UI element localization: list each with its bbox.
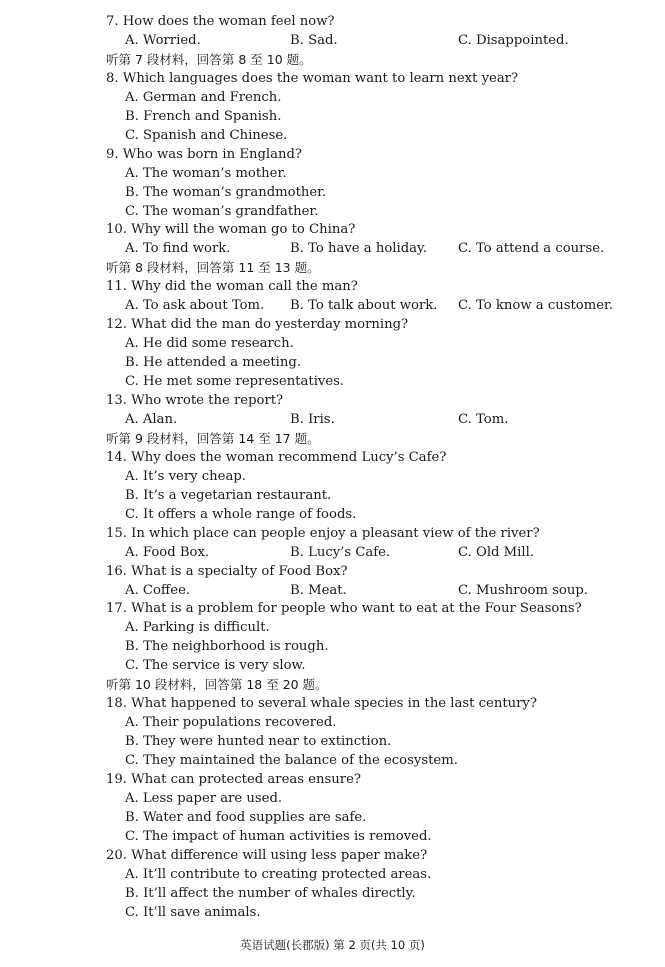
answer-option: C. It offers a whole range of foods. — [125, 506, 357, 522]
answer-option: C. Disappointed. — [458, 32, 569, 48]
answer-option: C. The woman’s grandfather. — [125, 203, 319, 219]
answer-option: A. It’s very cheap. — [125, 468, 246, 484]
answer-option: A. To find work. — [125, 241, 231, 257]
question-text: 12. What did the man do yesterday morning? — [106, 317, 409, 333]
answer-option: B. Water and food supplies are safe. — [125, 809, 367, 825]
answer-option: A. To ask about Tom. — [125, 298, 265, 314]
page-footer: 英语试题(长郡版) 第 2 页(共 10 页) — [240, 938, 425, 952]
answer-option: B. Meat. — [290, 582, 347, 598]
answer-option: C. The service is very slow. — [125, 658, 306, 674]
answer-option: B. It’s a vegetarian restaurant. — [125, 487, 332, 503]
answer-option: C. To attend a course. — [458, 241, 605, 257]
answer-option: A. Food Box. — [125, 544, 210, 560]
answer-option: A. It’ll contribute to creating protected areas. — [125, 866, 432, 882]
answer-option: C. Mushroom soup. — [458, 582, 588, 598]
question-text: 15. In which place can people enjoy a pleasant view of the river? — [106, 525, 540, 541]
answer-option: B. The woman’s grandmother. — [125, 184, 327, 200]
answer-option: B. He attended a meeting. — [125, 355, 302, 371]
question-text: 11. Why did the woman call the man? — [106, 279, 358, 295]
question-text: 14. Why does the woman recommend Lucy’s Cafe? — [106, 449, 447, 465]
answer-option: B. The neighborhood is rough. — [125, 639, 329, 655]
answer-option: B. Iris. — [290, 411, 335, 427]
answer-option: A. German and French. — [125, 89, 282, 105]
question-text: 17. What is a problem for people who want to eat at the Four Seasons? — [106, 601, 582, 617]
section-instruction: 听第 7 段材料，回答第 8 至 10 题。 — [106, 51, 312, 67]
question-text: 20. What difference will using less paper make? — [106, 847, 428, 863]
question-text: 18. What happened to several whale species in the last century? — [106, 696, 537, 712]
answer-option: B. It’ll affect the number of whales directly. — [125, 885, 416, 901]
question-text: 10. Why will the woman go to China? — [106, 222, 356, 238]
answer-option: C. The impact of human activities is removed. — [125, 828, 432, 844]
answer-option: B. French and Spanish. — [125, 108, 282, 124]
answer-option: A. Alan. — [125, 411, 178, 427]
answer-option: C. It’ll save animals. — [125, 904, 261, 920]
answer-option: C. To know a customer. — [458, 298, 614, 314]
answer-option: C. Tom. — [458, 411, 509, 427]
question-text: 16. What is a specialty of Food Box? — [106, 563, 348, 579]
section-instruction: 听第 10 段材料，回答第 18 至 20 题。 — [106, 677, 328, 693]
answer-option: A. Coffee. — [125, 582, 191, 598]
question-text: 9. Who was born in England? — [106, 146, 302, 162]
answer-option: A. The woman’s mother. — [125, 165, 287, 181]
answer-option: B. To have a holiday. — [290, 241, 427, 257]
answer-option: A. Parking is difficult. — [125, 620, 270, 636]
answer-option: B. They were hunted near to extinction. — [125, 734, 392, 750]
section-instruction: 听第 8 段材料，回答第 11 至 13 题。 — [106, 260, 320, 276]
question-text: 19. What can protected areas ensure? — [106, 772, 361, 787]
answer-option: C. Old Mill. — [458, 544, 535, 560]
answer-option: A. Less paper are used. — [125, 790, 283, 806]
question-text: 13. Who wrote the report? — [106, 393, 284, 408]
answer-option: A. He did some research. — [125, 336, 294, 352]
answer-option: B. Lucy’s Cafe. — [290, 544, 391, 560]
answer-option: C. They maintained the balance of the ecosystem. — [125, 753, 458, 769]
section-instruction: 听第 9 段材料，回答第 14 至 17 题。 — [106, 430, 320, 446]
answer-option: C. He met some representatives. — [125, 374, 345, 390]
answer-option: C. Spanish and Chinese. — [125, 127, 288, 143]
answer-option: B. To talk about work. — [290, 298, 438, 314]
answer-option: B. Sad. — [290, 32, 338, 48]
answer-option: A. Their populations recovered. — [125, 715, 337, 731]
question-text: 8. Which languages does the woman want to learn next year? — [106, 70, 519, 86]
answer-option: A. Worried. — [125, 32, 201, 48]
question-text: 7. How does the woman feel now? — [106, 14, 335, 29]
